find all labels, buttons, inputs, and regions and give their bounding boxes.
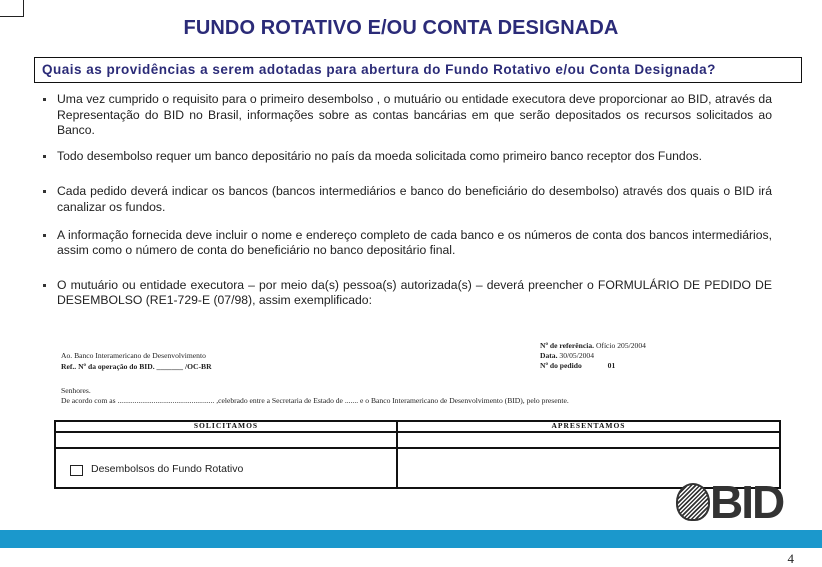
form-request-number [540,361,615,370]
form-to-line: Ao. Banco Interamericano de Desenvolvimento [61,351,206,360]
revolving-fund-checkbox-label: Desembolsos do Fundo Rotativo [91,463,244,475]
column-header-solicitamos: SOLICITAMOS [193,421,259,430]
form-agreement-line: De acordo com as ................................................... ,celebrado entre a Secretaria de Estado de ....... e o Banco Interamericano de Desenvolvimento (BID), pelo presente. [61,396,569,405]
reference-value: Ofício 205/2004 [595,341,646,350]
bullet-item: Cada pedido deverá indicar os bancos (bancos intermediários e banco do beneficiário do desembolso) através dos quais o BID irá canalizar os fundos. [40,184,772,215]
date-label: Data. [540,351,558,360]
bullet-item: O mutuário ou entidade executora – por meio da(s) pessoa(s) autorizada(s) – deverá preencher o FORMULÁRIO DE PEDIDO DE DESEMBOLSO (RE1-729-E (07/98), assim exemplificado: [40,278,772,309]
request-label: Nº do pedido [540,361,582,370]
table-divider [56,431,779,433]
form-greeting: Senhores. [61,386,91,395]
page-title-text: FUNDO ROTATIVO E/OU CONTA DESIGNADA [183,17,619,39]
corner-box [0,0,24,17]
reference-label: Nº de referência. [540,341,595,350]
column-header-apresentamos: APRESENTAMOS [551,421,626,430]
bid-logo [676,476,796,528]
form-table [54,420,781,489]
footer-bar [0,530,822,548]
bullet-item: Uma vez cumprido o requisito para o primeiro desembolso , o mutuário ou entidade executora deve proporcionar ao BID, através da Representação do BID no Brasil, informações sobre as contas bancárias em que serão depositados os recursos solicitados ao Banco. [40,92,772,139]
bullet-item: A informação fornecida deve incluir o nome e endereço completo de cada banco e os números de conta dos bancos intermediários, assim como o número de conta do beneficiário no banco depositário final. [40,228,772,259]
form-reference [540,341,646,350]
form-ref-line: Ref.. Nº da operação do BID. _______ /OC-BR [61,362,212,371]
bullet-item: Todo desembolso requer um banco depositário no país da moeda solicitada como primeiro banco receptor dos Fundos. [40,149,772,165]
request-value: 01 [607,361,616,370]
bullet-list [40,92,772,309]
page-number: 4 [787,551,794,566]
date-value: 30/05/2004 [559,351,595,360]
page-title [0,17,802,40]
table-divider [56,447,779,449]
logo-text: BID [710,476,784,528]
question-box: Quais as providências a serem adotadas para abertura do Fundo Rotativo e/ou Conta Designada? [34,57,802,83]
revolving-fund-checkbox[interactable] [70,465,83,476]
form-date [540,351,594,360]
globe-americas-icon [676,483,710,521]
